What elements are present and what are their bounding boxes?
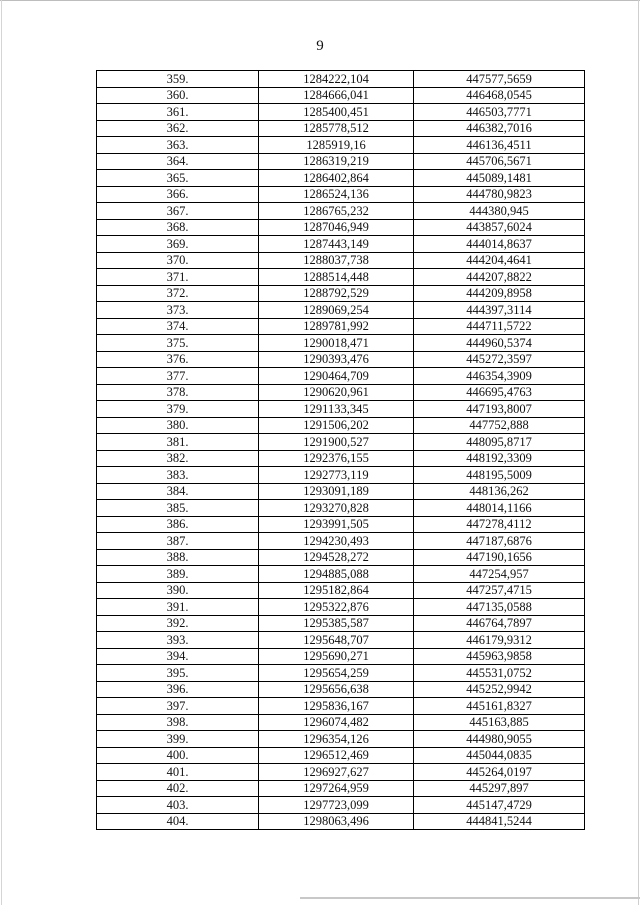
point-number-cell: 391. bbox=[97, 599, 259, 616]
point-number-cell: 365. bbox=[97, 170, 259, 187]
y-coordinate-cell: 448192,3309 bbox=[414, 450, 585, 467]
y-coordinate-cell: 447135,0588 bbox=[414, 599, 585, 616]
x-coordinate-cell: 1289781,992 bbox=[259, 318, 414, 335]
coordinates-table-body bbox=[97, 71, 585, 830]
x-coordinate-cell: 1286524,136 bbox=[259, 186, 414, 203]
x-coordinate-cell: 1294230,493 bbox=[259, 533, 414, 550]
x-coordinate-cell: 1285778,512 bbox=[259, 120, 414, 137]
scan-edge-bottom bbox=[300, 897, 640, 899]
table-row bbox=[97, 219, 585, 236]
x-coordinate-cell: 1298063,496 bbox=[259, 813, 414, 830]
table-row bbox=[97, 351, 585, 368]
y-coordinate-cell: 448095,8717 bbox=[414, 434, 585, 451]
x-coordinate-cell: 1287046,949 bbox=[259, 219, 414, 236]
point-number-cell: 370. bbox=[97, 252, 259, 269]
y-coordinate-cell: 445531,0752 bbox=[414, 665, 585, 682]
point-number-cell: 385. bbox=[97, 500, 259, 517]
y-coordinate-cell: 444204,4641 bbox=[414, 252, 585, 269]
coordinates-table bbox=[96, 70, 585, 830]
point-number-cell: 372. bbox=[97, 285, 259, 302]
y-coordinate-cell: 444841,5244 bbox=[414, 813, 585, 830]
point-number-cell: 386. bbox=[97, 516, 259, 533]
point-number-cell: 371. bbox=[97, 269, 259, 286]
x-coordinate-cell: 1295656,638 bbox=[259, 681, 414, 698]
point-number-cell: 394. bbox=[97, 648, 259, 665]
table-row bbox=[97, 186, 585, 203]
x-coordinate-cell: 1290018,471 bbox=[259, 335, 414, 352]
table-row bbox=[97, 434, 585, 451]
y-coordinate-cell: 445706,5671 bbox=[414, 153, 585, 170]
point-number-cell: 392. bbox=[97, 615, 259, 632]
y-coordinate-cell: 447254,957 bbox=[414, 566, 585, 583]
x-coordinate-cell: 1295654,259 bbox=[259, 665, 414, 682]
y-coordinate-cell: 443857,6024 bbox=[414, 219, 585, 236]
table-row bbox=[97, 120, 585, 137]
x-coordinate-cell: 1288037,738 bbox=[259, 252, 414, 269]
point-number-cell: 377. bbox=[97, 368, 259, 385]
x-coordinate-cell: 1292773,119 bbox=[259, 467, 414, 484]
x-coordinate-cell: 1295385,587 bbox=[259, 615, 414, 632]
table-row bbox=[97, 632, 585, 649]
table-row bbox=[97, 170, 585, 187]
point-number-cell: 388. bbox=[97, 549, 259, 566]
y-coordinate-cell: 445963,9858 bbox=[414, 648, 585, 665]
point-number-cell: 381. bbox=[97, 434, 259, 451]
point-number-cell: 380. bbox=[97, 417, 259, 434]
y-coordinate-cell: 445252,9942 bbox=[414, 681, 585, 698]
page-number: 9 bbox=[316, 38, 324, 54]
scan-edge-left bbox=[1, 0, 2, 905]
scan-edge-top bbox=[0, 0, 640, 1]
x-coordinate-cell: 1296354,126 bbox=[259, 731, 414, 748]
y-coordinate-cell: 444209,8958 bbox=[414, 285, 585, 302]
x-coordinate-cell: 1286319,219 bbox=[259, 153, 414, 170]
table-row bbox=[97, 153, 585, 170]
x-coordinate-cell: 1290464,709 bbox=[259, 368, 414, 385]
point-number-cell: 367. bbox=[97, 203, 259, 220]
table-row bbox=[97, 417, 585, 434]
y-coordinate-cell: 444780,9823 bbox=[414, 186, 585, 203]
scan-edge-right bbox=[638, 0, 639, 905]
x-coordinate-cell: 1291133,345 bbox=[259, 401, 414, 418]
y-coordinate-cell: 447193,8007 bbox=[414, 401, 585, 418]
point-number-cell: 366. bbox=[97, 186, 259, 203]
point-number-cell: 401. bbox=[97, 764, 259, 781]
y-coordinate-cell: 447190,1656 bbox=[414, 549, 585, 566]
table-row bbox=[97, 384, 585, 401]
table-row bbox=[97, 302, 585, 319]
y-coordinate-cell: 447577,5659 bbox=[414, 71, 585, 88]
table-row bbox=[97, 599, 585, 616]
point-number-cell: 389. bbox=[97, 566, 259, 583]
y-coordinate-cell: 446179,9312 bbox=[414, 632, 585, 649]
table-row bbox=[97, 648, 585, 665]
table-row bbox=[97, 467, 585, 484]
y-coordinate-cell: 444380,945 bbox=[414, 203, 585, 220]
table-row bbox=[97, 71, 585, 88]
table-row bbox=[97, 285, 585, 302]
y-coordinate-cell: 446354,3909 bbox=[414, 368, 585, 385]
point-number-cell: 379. bbox=[97, 401, 259, 418]
y-coordinate-cell: 446695,4763 bbox=[414, 384, 585, 401]
x-coordinate-cell: 1284666,041 bbox=[259, 87, 414, 104]
x-coordinate-cell: 1293091,189 bbox=[259, 483, 414, 500]
table-row bbox=[97, 731, 585, 748]
y-coordinate-cell: 444207,8822 bbox=[414, 269, 585, 286]
y-coordinate-cell: 445272,3597 bbox=[414, 351, 585, 368]
x-coordinate-cell: 1296927,627 bbox=[259, 764, 414, 781]
x-coordinate-cell: 1295648,707 bbox=[259, 632, 414, 649]
x-coordinate-cell: 1293270,828 bbox=[259, 500, 414, 517]
x-coordinate-cell: 1290393,476 bbox=[259, 351, 414, 368]
y-coordinate-cell: 445264,0197 bbox=[414, 764, 585, 781]
y-coordinate-cell: 446503,7771 bbox=[414, 104, 585, 121]
point-number-cell: 390. bbox=[97, 582, 259, 599]
x-coordinate-cell: 1291900,527 bbox=[259, 434, 414, 451]
point-number-cell: 368. bbox=[97, 219, 259, 236]
table-row bbox=[97, 450, 585, 467]
x-coordinate-cell: 1293991,505 bbox=[259, 516, 414, 533]
table-row bbox=[97, 698, 585, 715]
table-row bbox=[97, 252, 585, 269]
point-number-cell: 359. bbox=[97, 71, 259, 88]
y-coordinate-cell: 448014,1166 bbox=[414, 500, 585, 517]
x-coordinate-cell: 1284222,104 bbox=[259, 71, 414, 88]
table-row bbox=[97, 764, 585, 781]
table-row bbox=[97, 368, 585, 385]
point-number-cell: 399. bbox=[97, 731, 259, 748]
x-coordinate-cell: 1285400,451 bbox=[259, 104, 414, 121]
y-coordinate-cell: 447187,6876 bbox=[414, 533, 585, 550]
x-coordinate-cell: 1295836,167 bbox=[259, 698, 414, 715]
table-row bbox=[97, 500, 585, 517]
point-number-cell: 362. bbox=[97, 120, 259, 137]
x-coordinate-cell: 1288514,448 bbox=[259, 269, 414, 286]
y-coordinate-cell: 445163,885 bbox=[414, 714, 585, 731]
point-number-cell: 361. bbox=[97, 104, 259, 121]
y-coordinate-cell: 446136,4511 bbox=[414, 137, 585, 154]
table-row bbox=[97, 780, 585, 797]
x-coordinate-cell: 1290620,961 bbox=[259, 384, 414, 401]
point-number-cell: 364. bbox=[97, 153, 259, 170]
x-coordinate-cell: 1295182,864 bbox=[259, 582, 414, 599]
x-coordinate-cell: 1296512,469 bbox=[259, 747, 414, 764]
table-row bbox=[97, 269, 585, 286]
y-coordinate-cell: 446382,7016 bbox=[414, 120, 585, 137]
point-number-cell: 396. bbox=[97, 681, 259, 698]
table-row bbox=[97, 797, 585, 814]
table-row bbox=[97, 401, 585, 418]
x-coordinate-cell: 1287443,149 bbox=[259, 236, 414, 253]
y-coordinate-cell: 447278,4112 bbox=[414, 516, 585, 533]
point-number-cell: 374. bbox=[97, 318, 259, 335]
x-coordinate-cell: 1286402,864 bbox=[259, 170, 414, 187]
x-coordinate-cell: 1286765,232 bbox=[259, 203, 414, 220]
point-number-cell: 378. bbox=[97, 384, 259, 401]
point-number-cell: 403. bbox=[97, 797, 259, 814]
table-row bbox=[97, 104, 585, 121]
point-number-cell: 363. bbox=[97, 137, 259, 154]
table-row bbox=[97, 681, 585, 698]
table-row bbox=[97, 813, 585, 830]
point-number-cell: 398. bbox=[97, 714, 259, 731]
table-row bbox=[97, 335, 585, 352]
point-number-cell: 393. bbox=[97, 632, 259, 649]
point-number-cell: 383. bbox=[97, 467, 259, 484]
point-number-cell: 404. bbox=[97, 813, 259, 830]
y-coordinate-cell: 445297,897 bbox=[414, 780, 585, 797]
table-row bbox=[97, 747, 585, 764]
y-coordinate-cell: 444960,5374 bbox=[414, 335, 585, 352]
table-row bbox=[97, 714, 585, 731]
x-coordinate-cell: 1292376,155 bbox=[259, 450, 414, 467]
table-row bbox=[97, 516, 585, 533]
x-coordinate-cell: 1295690,271 bbox=[259, 648, 414, 665]
y-coordinate-cell: 445044,0835 bbox=[414, 747, 585, 764]
table-row bbox=[97, 203, 585, 220]
point-number-cell: 369. bbox=[97, 236, 259, 253]
y-coordinate-cell: 445089,1481 bbox=[414, 170, 585, 187]
point-number-cell: 373. bbox=[97, 302, 259, 319]
x-coordinate-cell: 1285919,16 bbox=[259, 137, 414, 154]
point-number-cell: 402. bbox=[97, 780, 259, 797]
point-number-cell: 382. bbox=[97, 450, 259, 467]
y-coordinate-cell: 444014,8637 bbox=[414, 236, 585, 253]
x-coordinate-cell: 1289069,254 bbox=[259, 302, 414, 319]
table-row bbox=[97, 582, 585, 599]
y-coordinate-cell: 448195,5009 bbox=[414, 467, 585, 484]
point-number-cell: 397. bbox=[97, 698, 259, 715]
y-coordinate-cell: 445161,8327 bbox=[414, 698, 585, 715]
table-row bbox=[97, 236, 585, 253]
point-number-cell: 376. bbox=[97, 351, 259, 368]
y-coordinate-cell: 444397,3114 bbox=[414, 302, 585, 319]
table-row bbox=[97, 665, 585, 682]
point-number-cell: 375. bbox=[97, 335, 259, 352]
table-row bbox=[97, 615, 585, 632]
x-coordinate-cell: 1294885,088 bbox=[259, 566, 414, 583]
x-coordinate-cell: 1296074,482 bbox=[259, 714, 414, 731]
x-coordinate-cell: 1288792,529 bbox=[259, 285, 414, 302]
point-number-cell: 400. bbox=[97, 747, 259, 764]
table-row bbox=[97, 566, 585, 583]
y-coordinate-cell: 444980,9055 bbox=[414, 731, 585, 748]
y-coordinate-cell: 445147,4729 bbox=[414, 797, 585, 814]
x-coordinate-cell: 1294528,272 bbox=[259, 549, 414, 566]
table-row bbox=[97, 87, 585, 104]
y-coordinate-cell: 446764,7897 bbox=[414, 615, 585, 632]
y-coordinate-cell: 444711,5722 bbox=[414, 318, 585, 335]
point-number-cell: 387. bbox=[97, 533, 259, 550]
point-number-cell: 360. bbox=[97, 87, 259, 104]
point-number-cell: 384. bbox=[97, 483, 259, 500]
y-coordinate-cell: 447257,4715 bbox=[414, 582, 585, 599]
table-row bbox=[97, 483, 585, 500]
x-coordinate-cell: 1295322,876 bbox=[259, 599, 414, 616]
table-row bbox=[97, 137, 585, 154]
y-coordinate-cell: 446468,0545 bbox=[414, 87, 585, 104]
table-row bbox=[97, 533, 585, 550]
y-coordinate-cell: 448136,262 bbox=[414, 483, 585, 500]
x-coordinate-cell: 1297723,099 bbox=[259, 797, 414, 814]
y-coordinate-cell: 447752,888 bbox=[414, 417, 585, 434]
x-coordinate-cell: 1291506,202 bbox=[259, 417, 414, 434]
point-number-cell: 395. bbox=[97, 665, 259, 682]
table-row bbox=[97, 549, 585, 566]
table-row bbox=[97, 318, 585, 335]
x-coordinate-cell: 1297264,959 bbox=[259, 780, 414, 797]
